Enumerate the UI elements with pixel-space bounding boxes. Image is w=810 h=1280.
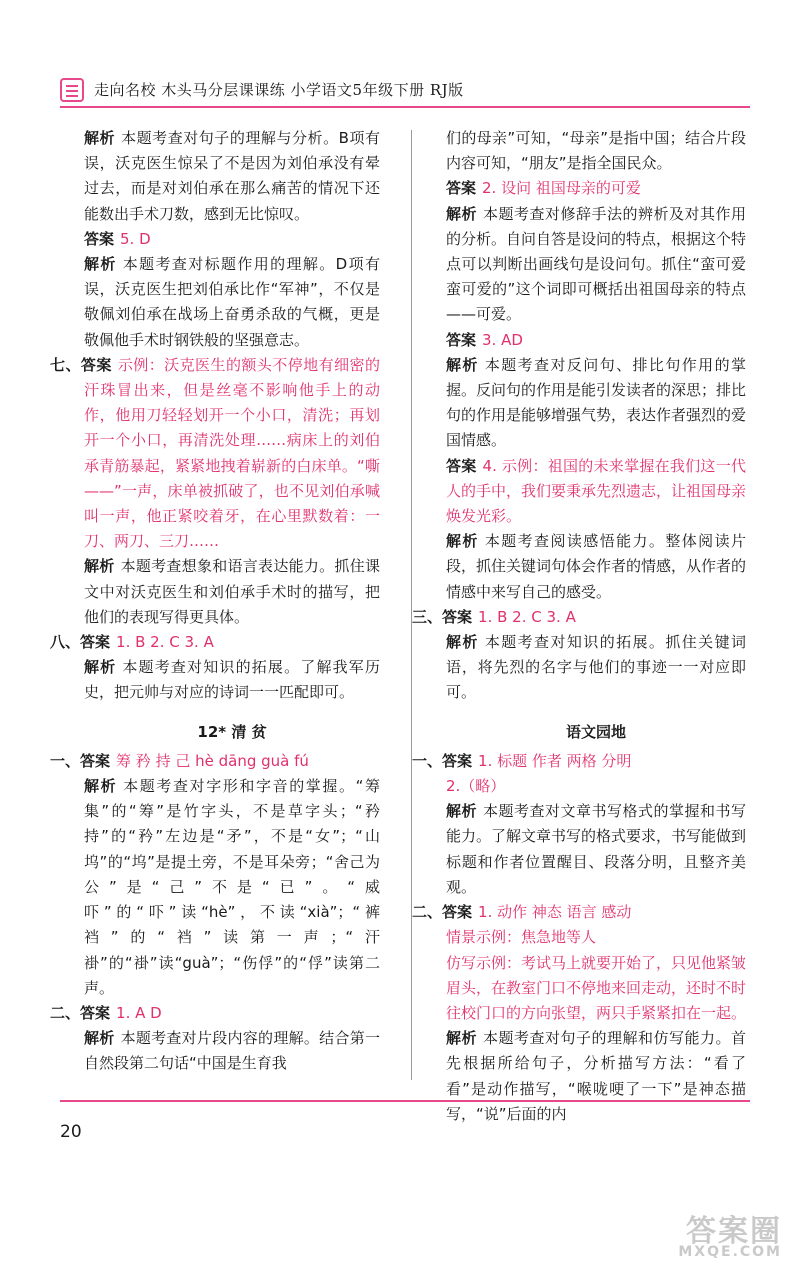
answer-block: 解析 本题考查对反问句、排比句作用的掌握。反问句的作用是能引发读者的深思；排比句的作用是能够增强气势，表达作者强烈的爱国情感。 <box>446 355 747 450</box>
header-divider <box>60 106 750 108</box>
left-column <box>50 126 380 1077</box>
answer-block: 解析 本题考查想象和语言表达能力。抓住课文中对沃克医生和刘伯承手术时的描写，把他们的表现写得更具体。 <box>84 557 380 626</box>
page-number: 20 <box>60 1122 82 1142</box>
answer-block: 三、答案 1. B 2. C 3. A <box>412 607 576 626</box>
answer-block: 解析 本题考查阅读感悟能力。整体阅读片段，抓住关键词句体会作者的情感，从作者的情感中来写自己的感受。 <box>446 532 747 601</box>
answer-block: 解析 本题考查对片段内容的理解。结合第一自然段第二句话“中国是生育我 <box>84 1029 380 1073</box>
answer-block: 们的母亲”可知，“母亲”是指中国；结合片段内容可知，“朋友”是指全国民众。 <box>446 129 746 173</box>
answer-block: 情景示例：焦急地等人 <box>446 928 597 947</box>
answer-block: 解析 本题考查对字形和字音的掌握。“筹集”的“筹”是竹字头，不是草字头；“矜持”的“矜”左边是“矛”，不是“女”；“山坞”的“坞”是提土旁，不是耳朵旁；“舍己为公”是“己”不是“已”。“威吓”的“吓”读“hè”，不读“xià”；“裤裆”的“裆”读第一声；“汗褂”的“褂”读“guà”；“伤俘”的“俘”读第二声。 <box>84 777 380 997</box>
answer-block: 解析 本题考查对标题作用的理解。D项有误，沃克医生把刘伯承比作“军神”，不仅是敬佩刘伯承在战场上奋勇杀敌的气概，更是敬佩他手术时钢铁般的坚强意志。 <box>84 255 380 349</box>
answer-block: 一、答案 1. 标题 作者 两格 分明 <box>412 751 632 770</box>
answer-block: 解析 本题考查对句子的理解与分析。B项有误，沃克医生惊呆了不是因为刘伯承没有晕过去，而是对刘伯承在那么痛苦的情况下还能数出手术刀数，感到无比惊叹。 <box>84 129 380 223</box>
answer-block: 仿写示例：考试马上就要开始了，只见他紧皱眉头，在教室门口不停地来回走动，还时不时往校门口的方向张望，两只手紧紧扣在一起。 <box>446 953 747 1022</box>
answer-block: 解析 本题考查对知识的拓展。了解我军历史，把元帅与对应的诗词一一匹配即可。 <box>84 658 380 702</box>
answer-block: 七、答案 示例：沃克医生的额头不停地有细密的汗珠冒出来，但是丝毫不影响他手上的动作，他用刀轻轻划开一个小口，清洗；再划开一个小口，再清洗处理……病床上的刘伯承青筋暴起，紧紧地拽着崭新的白床单。“嘶——”一声，床单被抓破了，也不见刘伯承喊叫一声，他正紧咬着牙，在心里默数着：一刀、两刀、三刀…… <box>50 355 380 551</box>
answer-block: 八、答案 1. B 2. C 3. A <box>50 633 214 652</box>
answer-block: 解析 本题考查对句子的理解和仿写能力。首先根据所给句子，分析描写方法：“看了看”是动作描写，“喉咙哽了一下”是神态描写，“说”后面的内 <box>446 1029 746 1123</box>
answer-block: 解析 本题考查对修辞手法的辨析及对其作用的分析。自问自答是设问的特点，根据这个特点可以判断出画线句是设问句。抓住“蛮可爱蛮可爱的”这个词即可概括出祖国母亲的特点——可爱。 <box>446 204 747 324</box>
section-title: 语文园地 <box>565 722 626 741</box>
watermark-logo-text: 答案圈 <box>686 1214 782 1249</box>
answer-block: 二、答案 1. 动作 神态 语言 感动 <box>412 903 632 922</box>
answer-block: 答案 3. AD <box>446 330 523 349</box>
watermark <box>632 1206 782 1266</box>
answer-block: 2.（略） <box>446 777 506 796</box>
answer-block: 二、答案 1. A D <box>50 1003 162 1022</box>
answer-block: 答案 2. 设问 祖国母亲的可爱 <box>446 179 641 198</box>
answer-block: 解析 本题考查对知识的拓展。抓住关键词语，将先烈的名字与他们的事迹一一对应即可。 <box>446 633 746 702</box>
watermark-url: MXQE.COM <box>678 1244 782 1260</box>
answer-block: 答案 5. D <box>84 229 151 248</box>
footer-divider <box>60 1100 750 1102</box>
book-logo-icon <box>60 78 84 102</box>
answer-block: 答案 4. 示例：祖国的未来掌握在我们这一代人的手中，我们要秉承先烈遗志，让祖国母亲焕发光彩。 <box>446 456 747 526</box>
right-column <box>412 126 747 1127</box>
header-title: 走向名校 木头马分层课课练 小学语文5年级下册 RJ版 <box>94 81 464 99</box>
answer-block: 一、答案 筹 矜 持 己 hè dāng guà fú <box>50 751 309 770</box>
page-header <box>60 74 750 110</box>
answer-block: 解析 本题考查对文章书写格式的掌握和书写能力。了解文章书写的格式要求，书写能做到标题和作者位置醒目、段落分明，且整齐美观。 <box>446 802 747 896</box>
section-title: 12* 清 贫 <box>197 722 267 741</box>
